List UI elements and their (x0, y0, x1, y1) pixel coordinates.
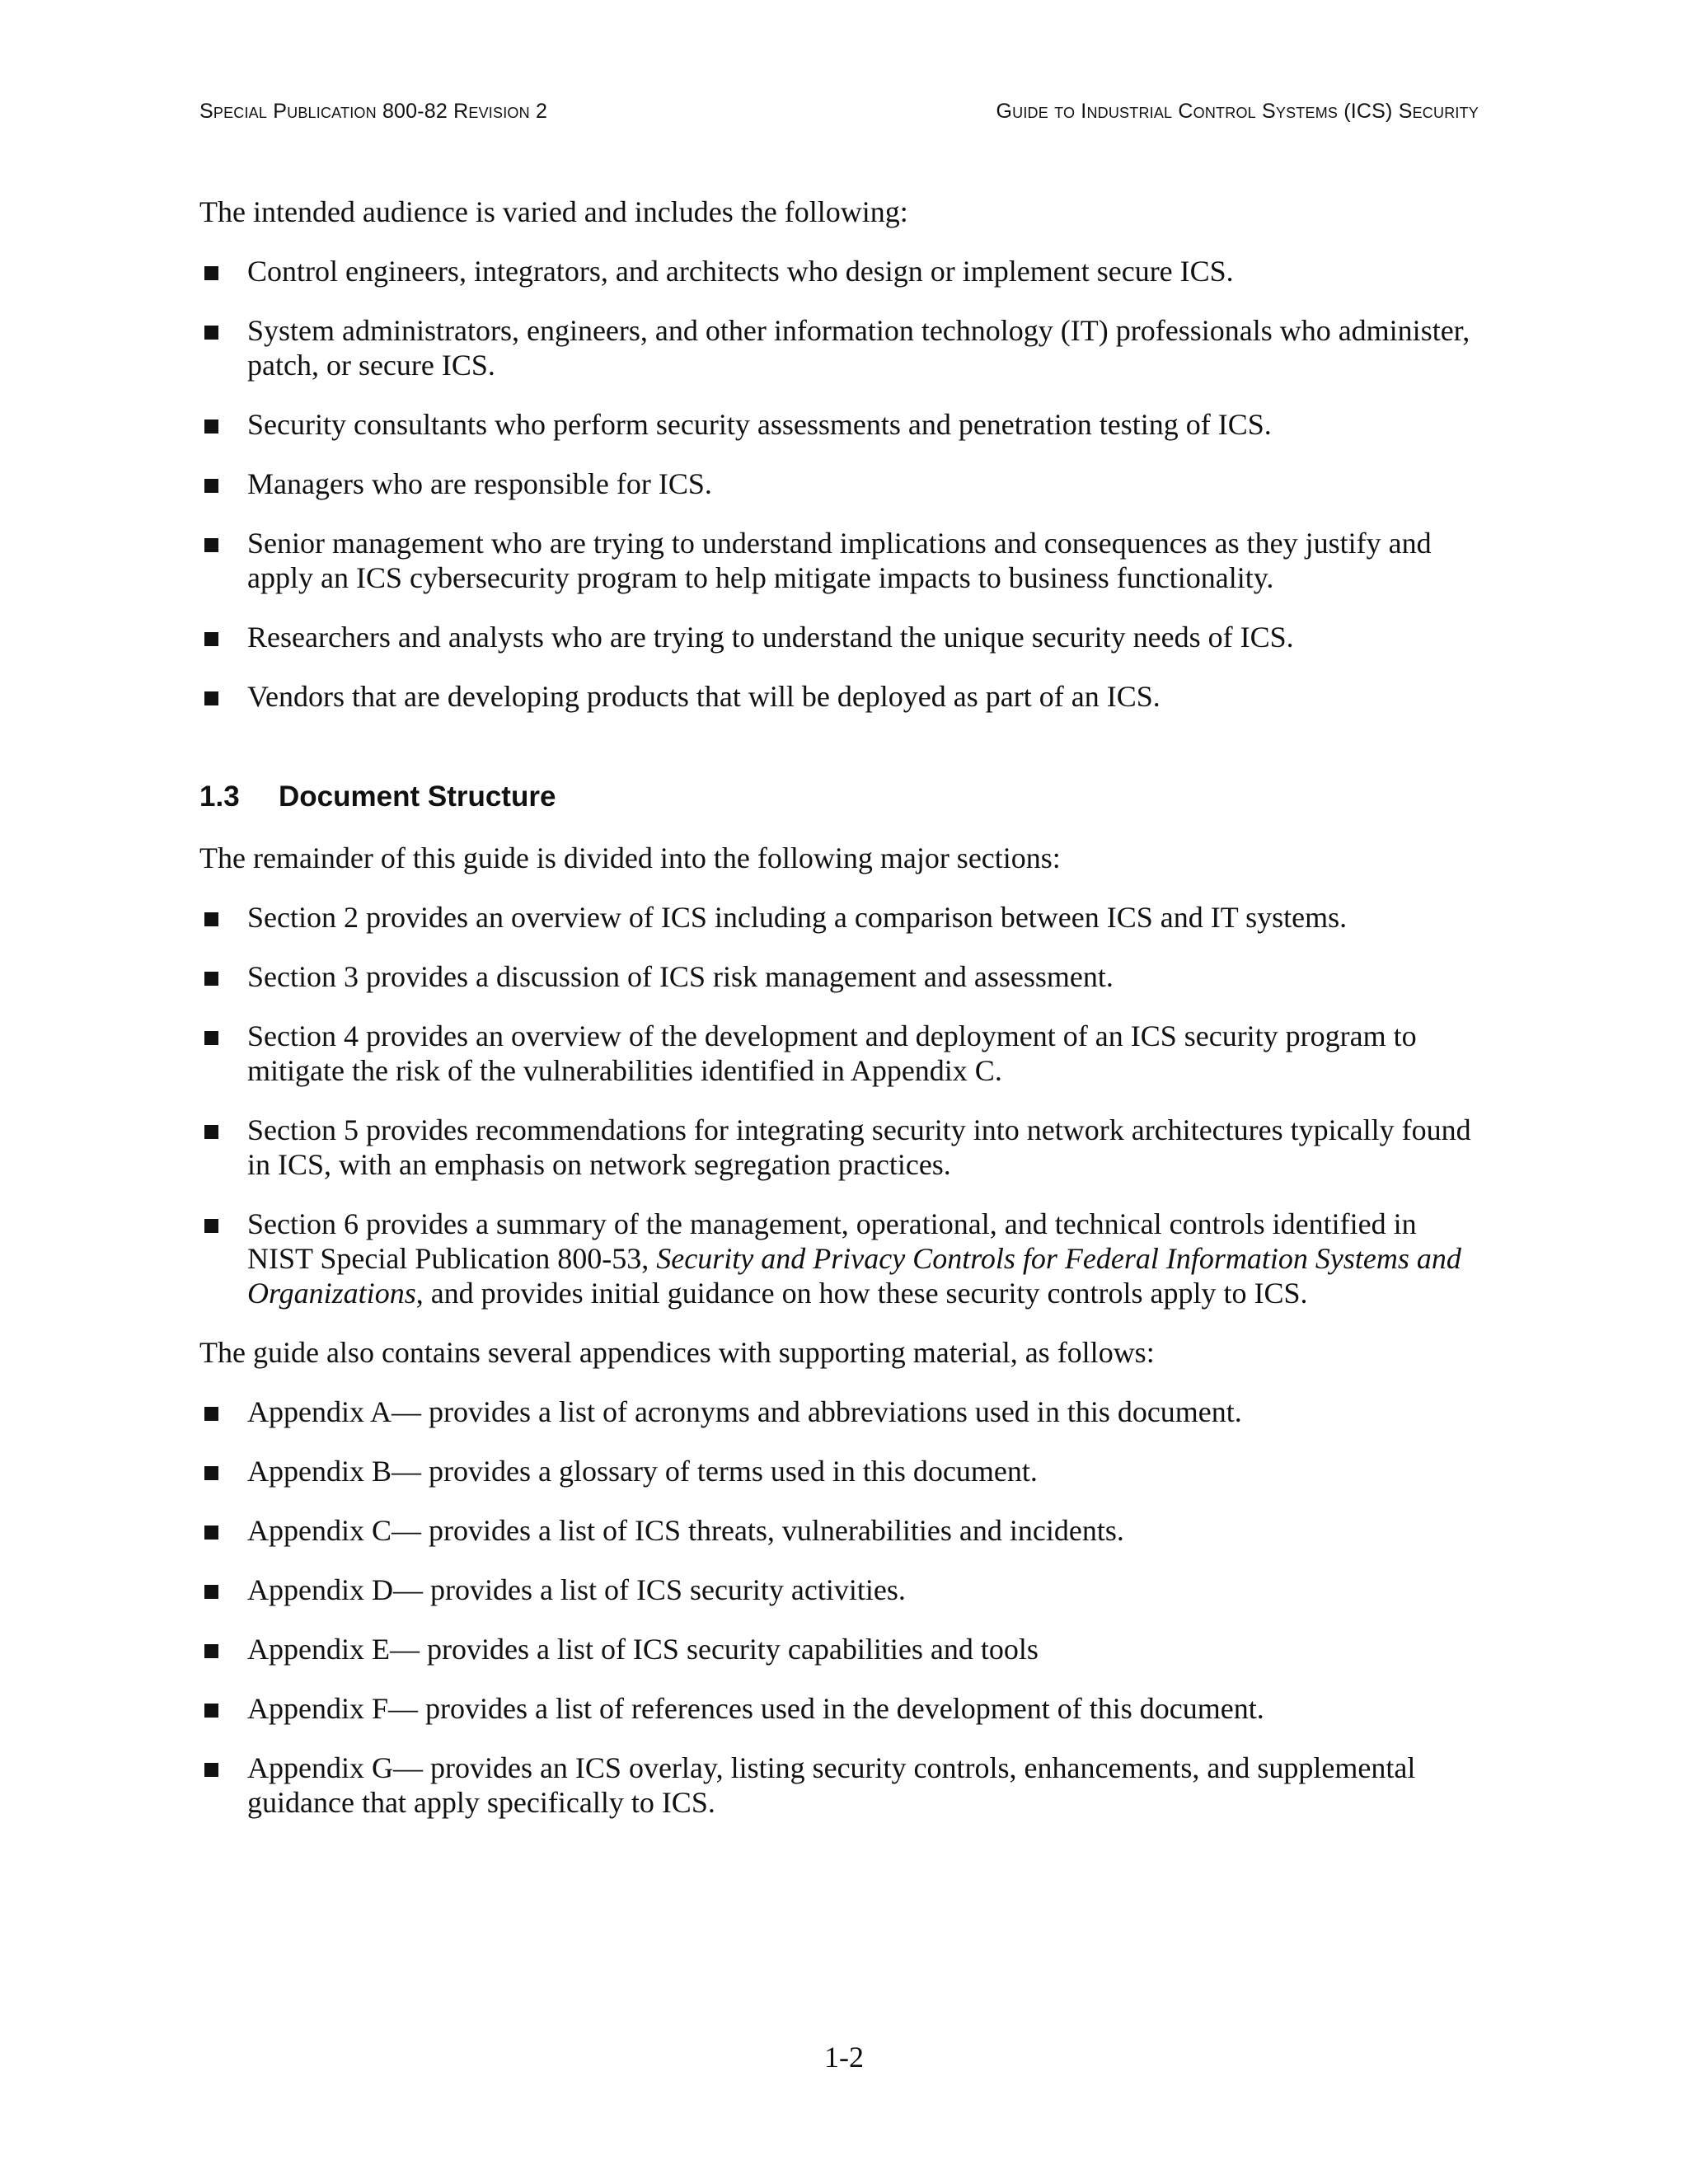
list-item: Section 5 provides recommendations for integrating security into network architectures typically found in ICS, with an emphasis on network segregation practices. (199, 1113, 1485, 1182)
list-item: Managers who are responsible for ICS. (199, 466, 1485, 501)
sections-list (199, 900, 1485, 1310)
list-item: Appendix B— provides a glossary of terms used in this document. (199, 1454, 1485, 1488)
section-heading (199, 780, 1485, 814)
list-item: Security consultants who perform security assessments and penetration testing of ICS. (199, 407, 1485, 442)
section-title: Document Structure (279, 780, 556, 813)
list-item: Researchers and analysts who are trying to understand the unique security needs of ICS. (199, 620, 1485, 654)
list-item: Appendix C— provides a list of ICS threats, vulnerabilities and incidents. (199, 1513, 1485, 1548)
list-item-section-6 (199, 1207, 1485, 1310)
page-content (199, 194, 1485, 1844)
sp800-53-title: Security and Privacy Controls for Federal Information Systems and Organizations (247, 1242, 1461, 1310)
running-header (199, 99, 1479, 124)
appendices-intro: The guide also contains several appendices with supporting material, as follows: (199, 1336, 1155, 1369)
section-6-text-start: Section 6 provides a summary of the management, operational, and technical controls identified in NIST Special Publication 800-53, (247, 1207, 1417, 1275)
section-6-text-end: , and provides initial guidance on how these security controls apply to ICS. (415, 1277, 1308, 1310)
section-number: 1.3 (199, 780, 240, 813)
list-item: Appendix A— provides a list of acronyms and abbreviations used in this document. (199, 1394, 1485, 1429)
header-publication: Special Publication 800-82 Revision 2 (199, 100, 548, 123)
structure-intro: The remainder of this guide is divided into the following major sections: (199, 841, 1061, 874)
list-item: Appendix E— provides a list of ICS security capabilities and tools (199, 1632, 1485, 1666)
list-item: Appendix D— provides a list of ICS security activities. (199, 1572, 1485, 1607)
audience-list (199, 254, 1485, 714)
list-item: Appendix F— provides a list of references used in the development of this document. (199, 1691, 1485, 1726)
list-item: Vendors that are developing products that will be deployed as part of an ICS. (199, 679, 1485, 714)
list-item: Section 3 provides a discussion of ICS risk management and assessment. (199, 959, 1485, 994)
list-item: Section 2 provides an overview of ICS including a comparison between ICS and IT systems. (199, 900, 1485, 935)
list-item: Control engineers, integrators, and architects who design or implement secure ICS. (199, 254, 1485, 288)
appendices-list (199, 1394, 1485, 1820)
list-item: Senior management who are trying to understand implications and consequences as they justify and apply an ICS cybersecurity program to help mitigate impacts to business functionality. (199, 526, 1485, 595)
page-number: 1-2 (824, 2041, 864, 2074)
list-item: Section 4 provides an overview of the development and deployment of an ICS security program to mitigate the risk of the vulnerabilities identified in Appendix C. (199, 1019, 1485, 1088)
audience-intro: The intended audience is varied and includes the following: (199, 195, 908, 228)
list-item: System administrators, engineers, and other information technology (IT) professionals who administer, patch, or secure ICS. (199, 313, 1485, 382)
list-item: Appendix G— provides an ICS overlay, listing security controls, enhancements, and supplemental guidance that apply specifically to ICS. (199, 1750, 1485, 1820)
header-guide-title: Guide to Industrial Control Systems (ICS) Security (996, 100, 1479, 123)
